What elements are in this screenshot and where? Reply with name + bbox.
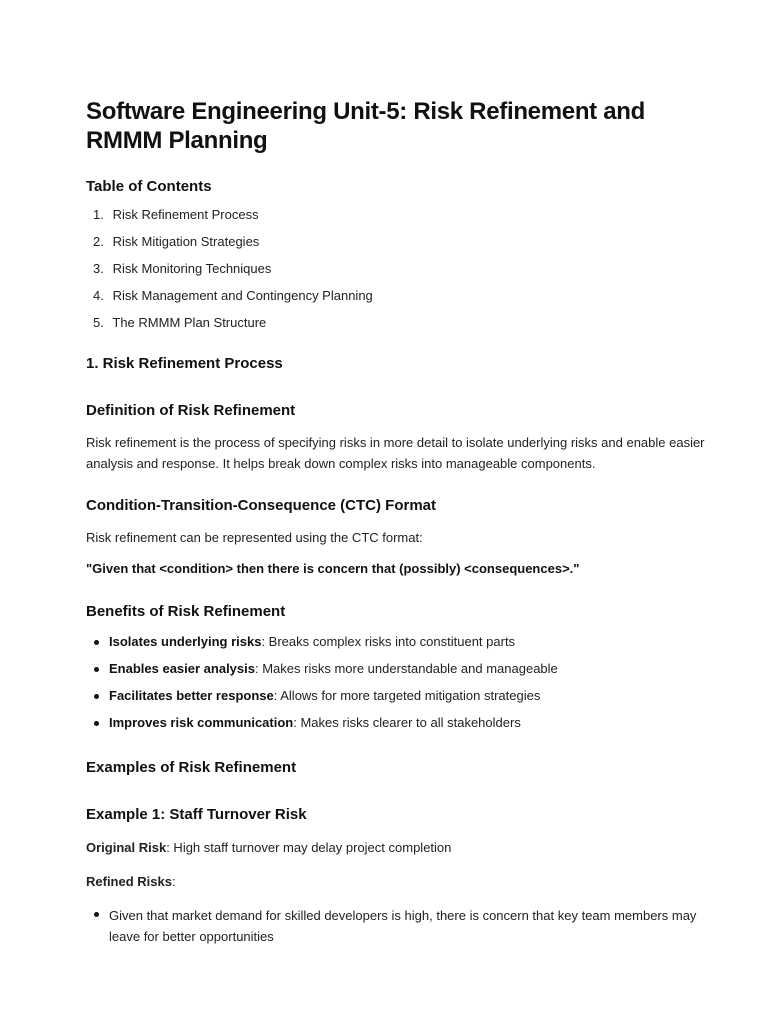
- definition-text: Risk refinement is the process of specifying risks in more detail to isolate underlying risks and enable easier analysis and response. It helps break down complex risks into manageable components.: [86, 435, 705, 471]
- benefit-desc: : Makes risks clearer to all stakeholders: [293, 715, 521, 730]
- toc-item-label: Risk Monitoring Techniques: [112, 261, 272, 276]
- list-item: [86, 714, 708, 732]
- list-item: [86, 633, 708, 651]
- original-risk-text: : High staff turnover may delay project completion: [166, 840, 452, 855]
- refined-risks: [86, 871, 708, 892]
- definition-heading: Definition of Risk Refinement: [86, 402, 296, 419]
- benefit-term: Facilitates better response: [109, 688, 274, 703]
- benefits-list: [86, 633, 708, 732]
- original-risk: [86, 837, 708, 858]
- toc-item[interactable]: 3. Risk Monitoring Techniques: [93, 261, 272, 276]
- ctc-format-quote: "Given that <condition> then there is concern that (possibly) <consequences>.": [86, 561, 580, 576]
- toc-item[interactable]: 5. The RMMM Plan Structure: [93, 315, 267, 330]
- toc-item-label: Risk Mitigation Strategies: [112, 234, 260, 249]
- benefit-desc: : Breaks complex risks into constituent parts: [261, 634, 516, 649]
- benefit-term: Enables easier analysis: [109, 661, 255, 676]
- toc-list: [86, 206, 708, 332]
- ctc-heading: Condition-Transition-Consequence (CTC) Format: [86, 497, 436, 514]
- refined-risks-suffix: :: [171, 874, 176, 889]
- list-item: [86, 660, 708, 678]
- refined-risks-label: Refined Risks: [86, 874, 172, 889]
- benefits-heading: Benefits of Risk Refinement: [86, 603, 286, 620]
- toc-item-label: The RMMM Plan Structure: [112, 315, 267, 330]
- list-item: Given that market demand for skilled developers is high, there is concern that key team members may leave for better opportunities: [86, 905, 708, 947]
- example-heading: Example 1: Staff Turnover Risk: [86, 806, 307, 823]
- toc-item[interactable]: 2. Risk Mitigation Strategies: [93, 234, 260, 249]
- benefit-term: Isolates underlying risks: [109, 634, 262, 649]
- toc-item[interactable]: 1. Risk Refinement Process: [93, 207, 259, 222]
- original-risk-label: Original Risk: [86, 840, 167, 855]
- benefit-term: Improves risk communication: [109, 715, 294, 730]
- list-item: [86, 687, 708, 705]
- toc-heading: Table of Contents: [86, 178, 212, 195]
- page-title: Software Engineering Unit-5: Risk Refinement and RMMM Planning: [86, 98, 646, 154]
- benefit-desc: : Makes risks more understandable and manageable: [254, 661, 558, 676]
- benefit-desc: : Allows for more targeted mitigation strategies: [273, 688, 541, 703]
- section-heading: 1. Risk Refinement Process: [86, 355, 283, 372]
- toc-item[interactable]: 4. Risk Management and Contingency Planning: [93, 288, 373, 303]
- refined-risks-list: [86, 905, 708, 947]
- examples-heading: Examples of Risk Refinement: [86, 759, 297, 776]
- toc-item-label: Risk Refinement Process: [112, 207, 259, 222]
- toc-item-label: Risk Management and Contingency Planning: [112, 288, 373, 303]
- ctc-intro: Risk refinement can be represented using the CTC format:: [86, 530, 423, 545]
